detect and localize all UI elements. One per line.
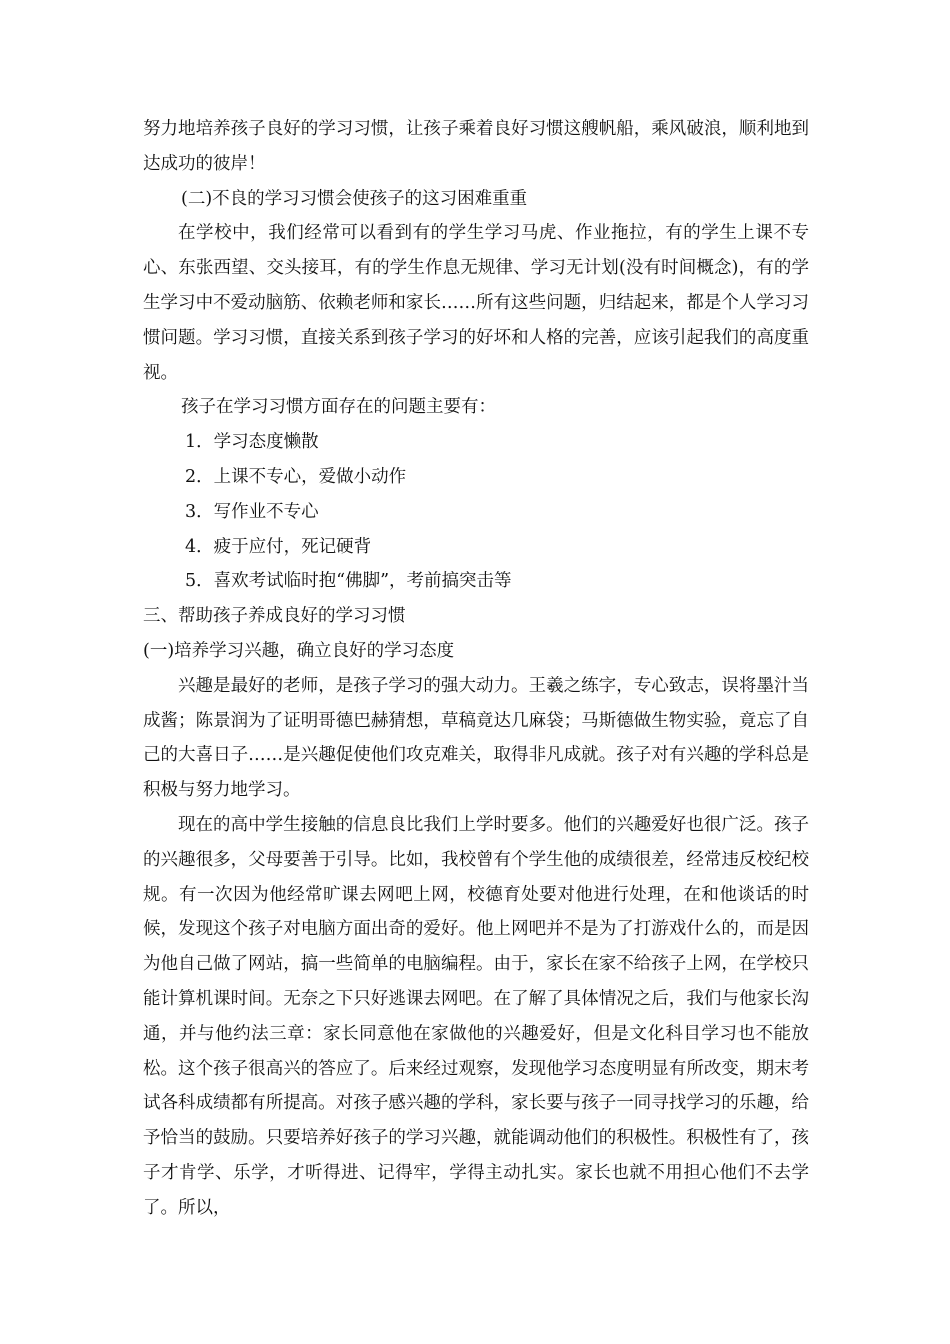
- list-item-3: 3．写作业不专心: [185, 501, 319, 522]
- section-heading-three: 三、帮助孩子养成良好的学习习惯: [143, 606, 406, 627]
- subheading-bad-habits: (二)不良的学习习惯会使孩子的这习困难重重: [181, 188, 528, 209]
- paragraph-school-observations: 在学校中，我们经常可以看到有的学生学习马虎、作业拖拉，有的学生上课不专心、东张西望、交头接耳，有的学生作息无规律、学习无计划(没有时间概念)，有的学生学习中不爱动脑筋、依赖老师和家长……所有这些问题，归结起来，都是个人学习习惯问题。学习习惯，直接关系到孩子学习的好坏和人格的完善，应该引起我们的高度重视。: [143, 223, 809, 383]
- paragraph-problems-intro: 孩子在学习习惯方面存在的问题主要有：: [181, 397, 496, 418]
- list-item-5: 5．喜欢考试临时抱“佛脚”，考前搞突击等: [185, 571, 512, 592]
- subheading-cultivate-interest: (一)培养学习兴趣，确立良好的学习态度: [143, 640, 455, 661]
- paragraph-interest-teacher: 兴趣是最好的老师，是孩子学习的强大动力。王羲之练字，专心致志，误将墨汁当成酱；陈景润为了证明哥德巴赫猜想，草稿竟达几麻袋；马斯德做生物实验，竟忘了自己的大喜日子……是兴趣促使他们攻克难关，取得非凡成就。孩子对有兴趣的学科总是积极与努力地学习。: [143, 675, 809, 801]
- list-item-4: 4．疲于应付，死记硬背: [185, 536, 372, 557]
- document-page: [143, 112, 809, 1226]
- paragraph-student-example: 现在的高中学生接触的信息良比我们上学时要多。他们的兴趣爱好也很广泛。孩子的兴趣很多，父母要善于引导。比如，我校曾有个学生他的成绩很差，经常违反校纪校规。有一次因为他经常旷课去网吧上网，校德育处要对他进行处理，在和他谈话的时候，发现这个孩子对电脑方面出奇的爱好。他上网吧并不是为了打游戏什么的，而是因为他自己做了网站，搞一些简单的电脑编程。由于，家长在家不给孩子上网，在学校只能计算机课时间。无奈之下只好逃课去网吧。在了解了具体情况之后，我们与他家长沟通，并与他约法三章：家长同意他在家做他的兴趣爱好，但是文化科目学习也不能放松。这个孩子很高兴的答应了。后来经过观察，发现他学习态度明显有所改变，期末考试各科成绩都有所提高。对孩子感兴趣的学科，家长要与孩子一同寻找学习的乐趣，给予恰当的鼓励。只要培养好孩子的学习兴趣，就能调动他们的积极性。积极性有了，孩子才肯学、乐学，才听得进、记得牢，学得主动扎实。家长也就不用担心他们不去学了。所以，: [143, 814, 809, 1218]
- list-item-1: 1．学习态度懒散: [185, 432, 319, 453]
- paragraph-continuation: 努力地培养孩子良好的学习习惯，让孩子乘着良好习惯这艘帆船，乘风破浪，顺利地到达成功的彼岸！: [143, 119, 809, 174]
- list-item-2: 2．上课不专心，爱做小动作: [185, 466, 407, 487]
